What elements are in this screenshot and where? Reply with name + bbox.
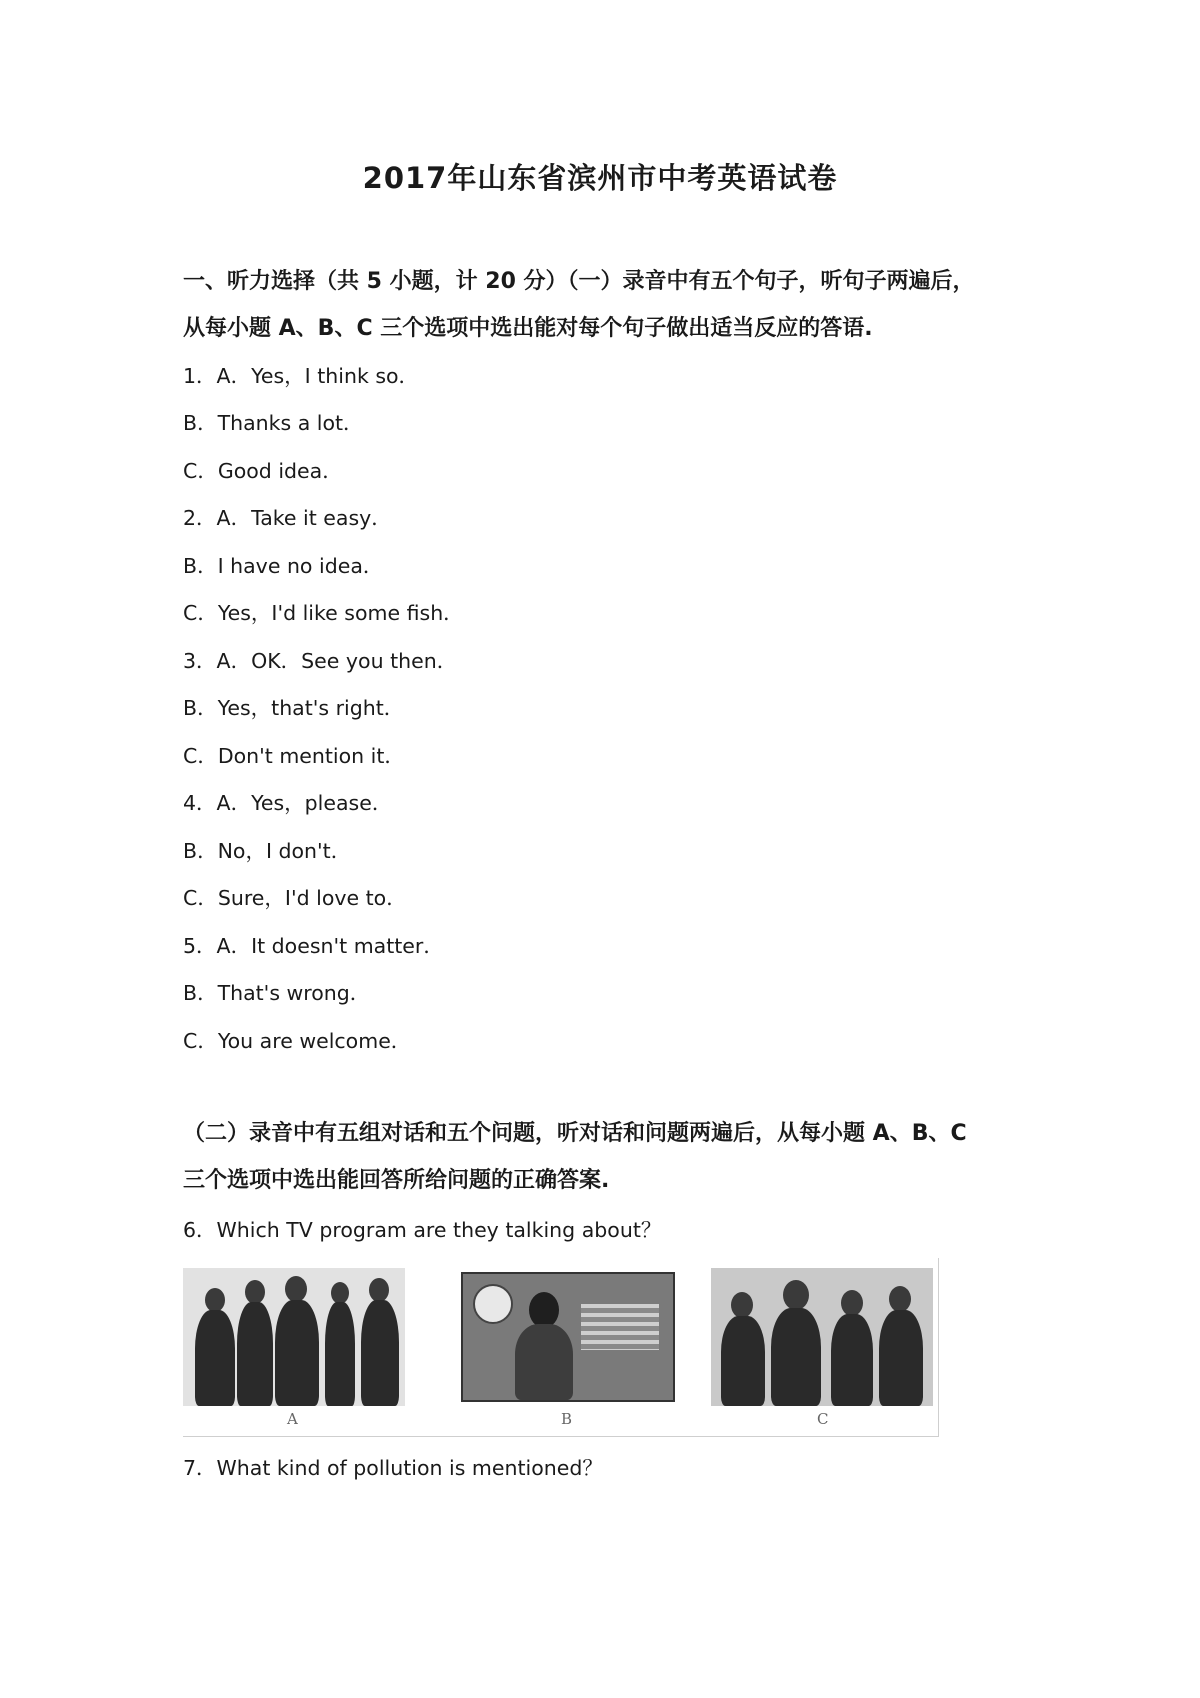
option-line: 5．A．It doesn't matter． <box>183 934 444 958</box>
section-heading-line: 一、听力选择（共 5 小题，计 20 分）（一）录音中有五个句子，听句子两遍后， <box>183 269 975 294</box>
section-heading-line: 三个选项中选出能回答所给问题的正确答案. <box>183 1168 610 1193</box>
tv-program-image-a <box>183 1268 405 1406</box>
option-line: C．Yes，I'd like some fish． <box>183 601 464 625</box>
option-line: C．Don't mention it． <box>183 744 405 768</box>
tv-program-images <box>183 1258 939 1437</box>
option-line: B．That's wrong． <box>183 981 371 1005</box>
option-line: C．Sure，I'd love to． <box>183 886 407 910</box>
option-line: B．I have no idea． <box>183 554 384 578</box>
option-line: 1．A．Yes，I think so． <box>183 364 420 388</box>
option-line: 2．A．Take it easy． <box>183 506 392 530</box>
option-line: B．No，I don't． <box>183 839 352 863</box>
option-line: B．Thanks a lot． <box>183 411 364 435</box>
caption-c: C <box>817 1410 829 1428</box>
option-line: 4．A．Yes，please． <box>183 791 393 815</box>
section-heading-listening-1 <box>183 258 1033 352</box>
question-6: 6．Which TV program are they talking about？ <box>183 1218 662 1242</box>
page-title: 2017年山东省滨州市中考英语试卷 <box>362 161 838 195</box>
tv-program-image-c <box>711 1268 933 1406</box>
caption-b: B <box>561 1410 573 1428</box>
option-line: C．You are welcome． <box>183 1029 412 1053</box>
caption-a: A <box>287 1410 298 1428</box>
section-heading-line: 从每小题 A、B、C 三个选项中选出能对每个句子做出适当反应的答语. <box>183 316 873 341</box>
section-heading-listening-2 <box>183 1110 1033 1204</box>
section-heading-line: （二）录音中有五组对话和五个问题，听对话和问题两遍后，从每小题 A、B、C <box>183 1121 967 1146</box>
tv-program-image-b <box>461 1272 675 1402</box>
option-line: 3．A．OK．See you then． <box>183 649 458 673</box>
option-line: C．Good idea． <box>183 459 343 483</box>
question-7: 7．What kind of pollution is mentioned？ <box>183 1456 603 1480</box>
option-line: B．Yes，that's right． <box>183 696 405 720</box>
